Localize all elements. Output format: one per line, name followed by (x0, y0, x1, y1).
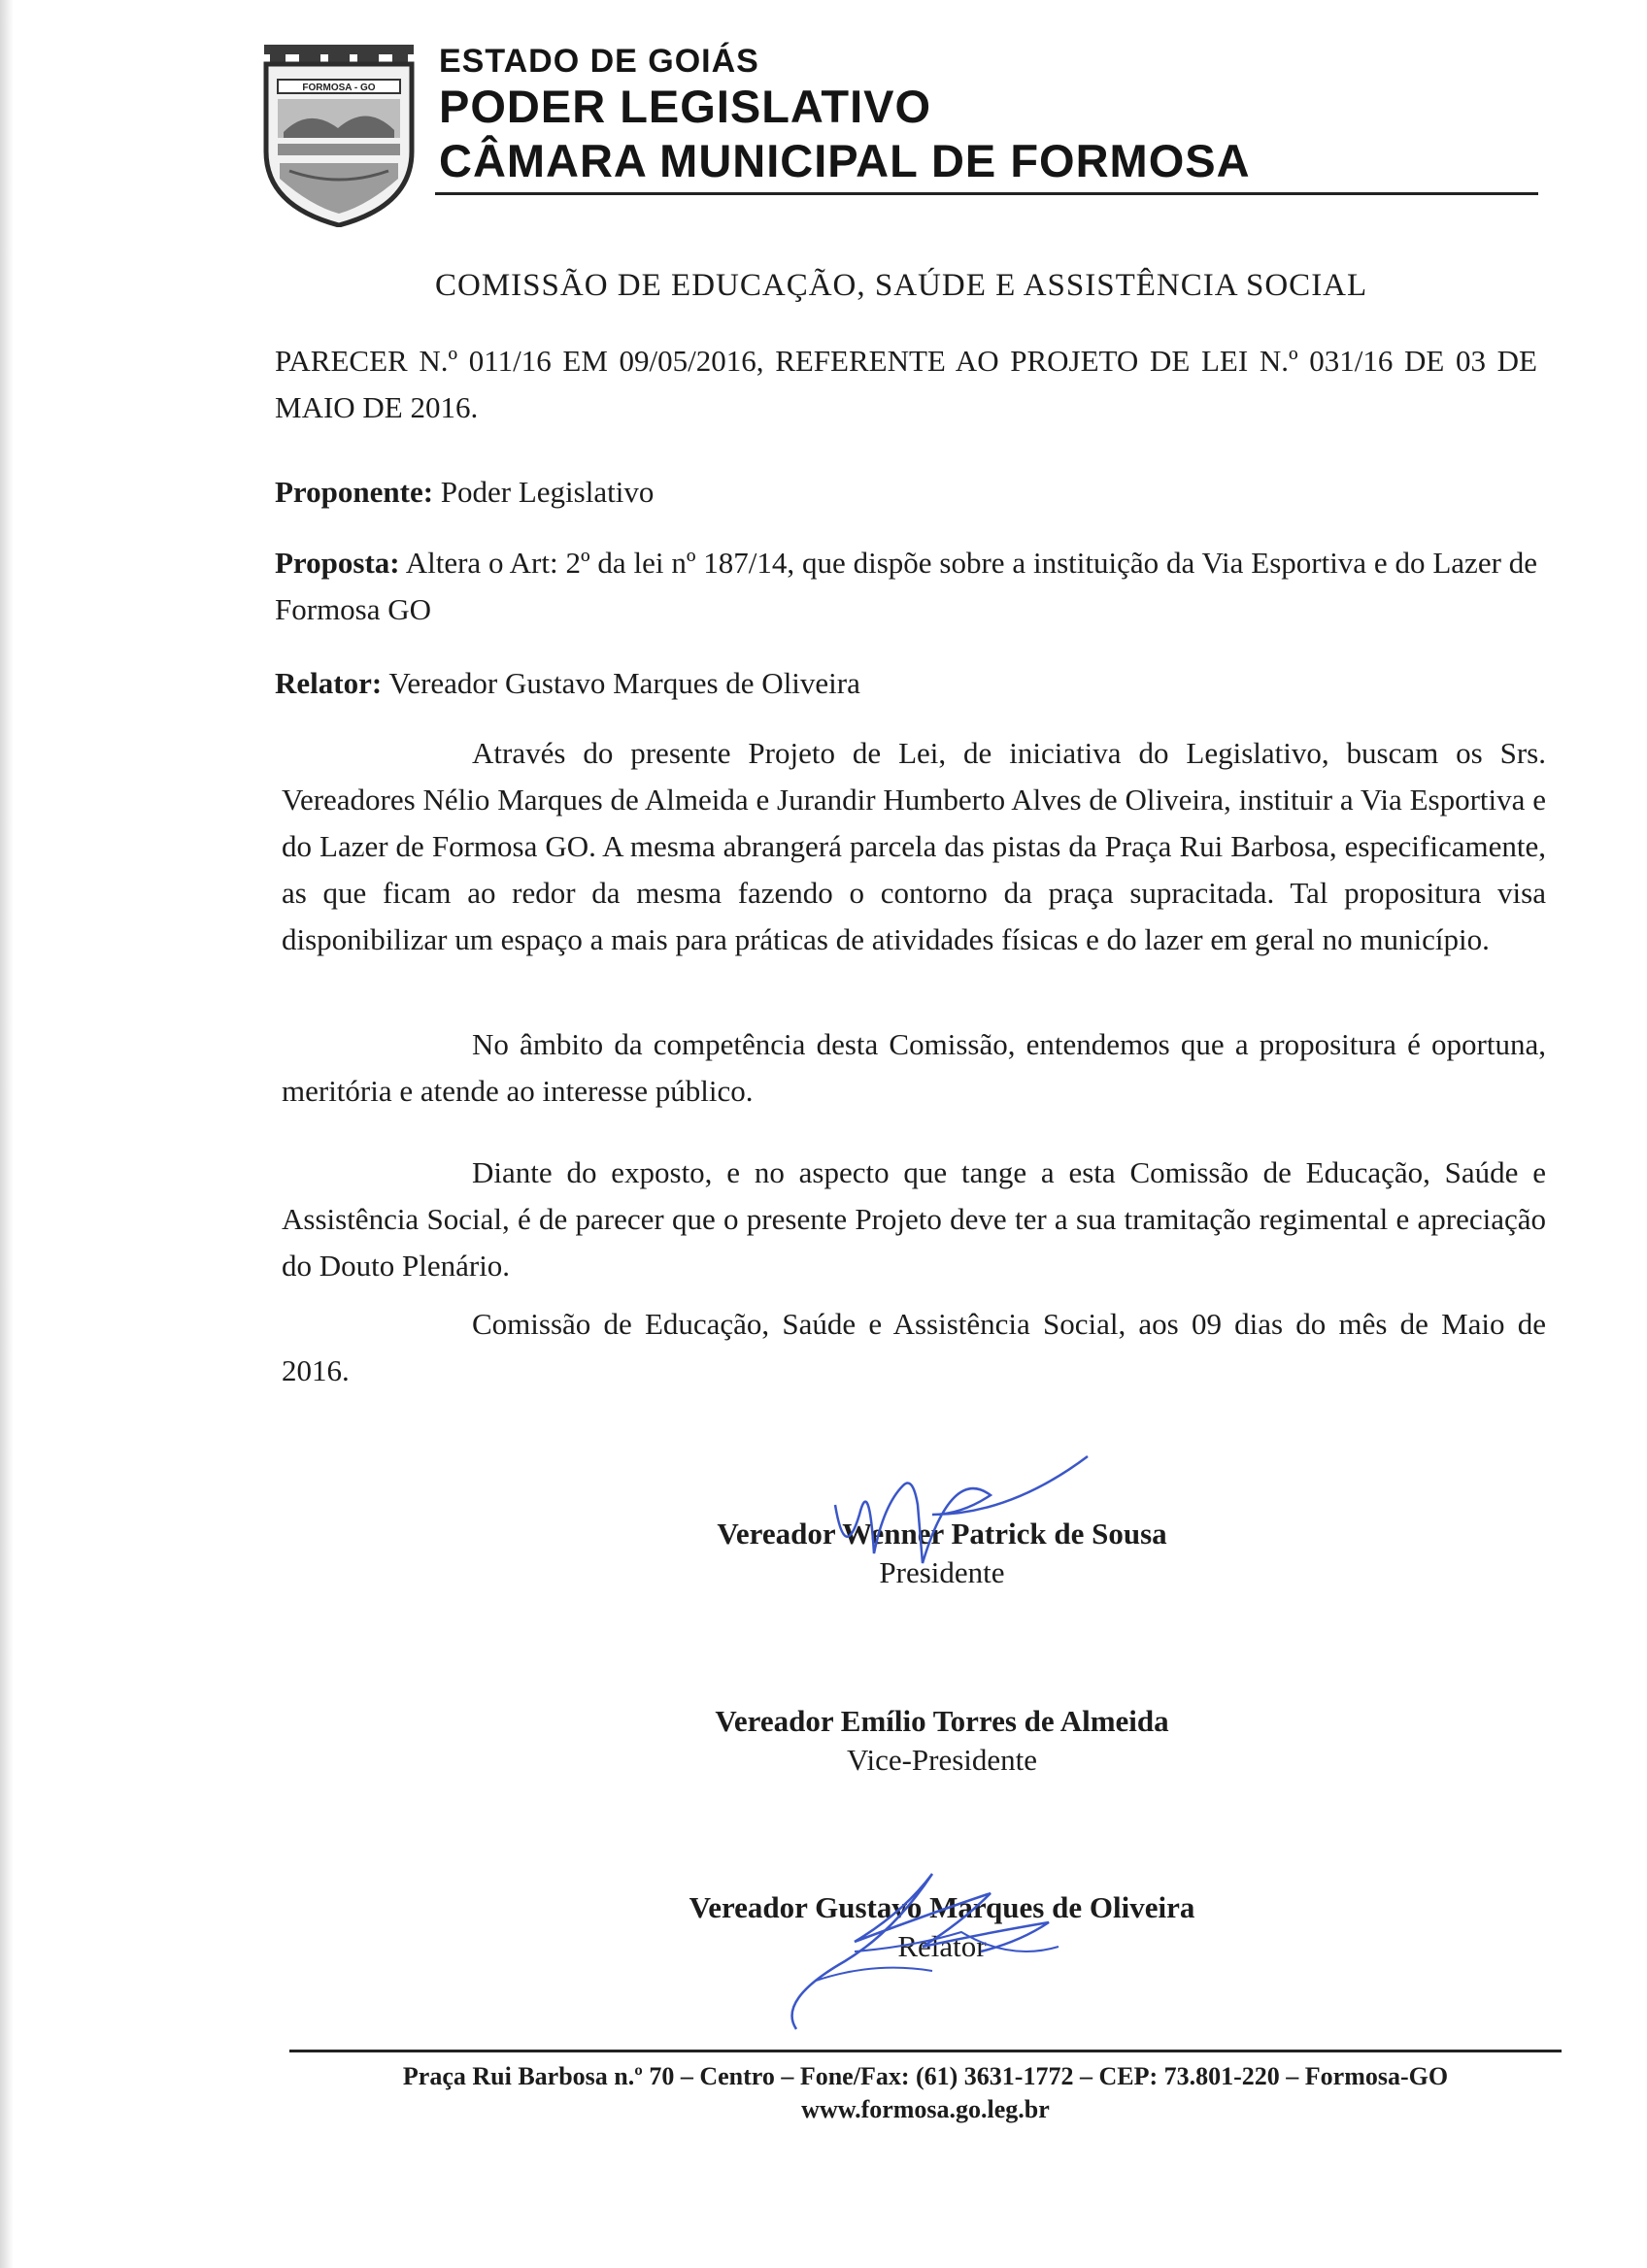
signature-name: Vereador Wenner Patrick de Sousa (717, 1517, 1167, 1551)
signature-name: Vereador Emílio Torres de Almeida (715, 1704, 1169, 1738)
proposta-label: Proposta: (275, 546, 400, 580)
header-state: ESTADO DE GOIÁS (439, 43, 759, 80)
signature-block-vice-president (622, 1702, 1262, 1780)
header-power: PODER LEGISLATIVO (439, 81, 932, 132)
proposta-line (275, 540, 1537, 633)
scan-edge-shadow (0, 0, 14, 2268)
proponente-value: Poder Legislativo (440, 475, 655, 509)
commission-title: COMISSÃO DE EDUCAÇÃO, SAÚDE E ASSISTÊNCIA SOCIAL (435, 268, 1368, 303)
paragraph-4: Comissão de Educação, Saúde e Assistência Social, aos 09 dias do mês de Maio de 2016. (282, 1307, 1546, 1387)
signature-role: Vice-Presidente (846, 1743, 1038, 1777)
footer-website: www.formosa.go.leg.br (801, 2095, 1050, 2123)
signature-name: Vereador Gustavo Marques de Oliveira (689, 1890, 1195, 1924)
paragraph-3: Diante do exposto, e no aspecto que tange a esta Comissão de Educação, Saúde e Assistência Social, é de parecer que o presente Projeto deve ter a sua tramitação regimental e apreciação do Douto Plenário. (282, 1155, 1546, 1283)
paragraph-2: No âmbito da competência desta Comissão, entendemos que a propositura é oportuna, meritória e atende ao interesse público. (282, 1027, 1546, 1108)
relator-value: Vereador Gustavo Marques de Oliveira (388, 666, 860, 700)
relator-line (275, 660, 1537, 707)
signature-role: Presidente (879, 1555, 1005, 1589)
relator-label: Relator: (275, 666, 383, 700)
municipal-crest-icon (260, 43, 418, 227)
proposta-value: Altera o Art: 2º da lei nº 187/14, que dispõe sobre a instituição da Via Esportiva e do Lazer de Formosa GO (275, 546, 1537, 626)
handwritten-signature-president (816, 1447, 1107, 1583)
header-divider (435, 192, 1538, 195)
paragraph-1: Através do presente Projeto de Lei, de iniciativa do Legislativo, buscam os Srs. Vereadores Nélio Marques de Almeida e Jurandir Humberto Alves de Oliveira, instituir a Via Esportiva e do Lazer de Formosa GO. A mesma abrangerá parcela das pistas da Praça Rui Barbosa, especificamente, as que ficam ao redor da mesma fazendo o contorno da praça supracitada. Tal propositura visa disponibilizar um espaço a mais para práticas de atividades físicas e do lazer em geral no município. (282, 736, 1546, 956)
proponente-label: Proponente: (275, 475, 434, 509)
parecer-reference: PARECER N.º 011/16 EM 09/05/2016, REFERENTE AO PROJETO DE LEI N.º 031/16 DE 03 DE MAIO DE 2016. (275, 344, 1537, 424)
footer-divider (289, 2050, 1562, 2052)
handwritten-signature-rapporteur (738, 1854, 1088, 2049)
proponente-line (275, 469, 1537, 516)
header-chamber: CÂMARA MUNICIPAL DE FORMOSA (439, 135, 1251, 186)
signature-role: Relator (897, 1929, 987, 1963)
crest-label: FORMOSA - GO (302, 83, 376, 93)
footer-address: Praça Rui Barbosa n.º 70 – Centro – Fone/Fax: (61) 3631-1772 – CEP: 73.801-220 – Formosa-GO (402, 2062, 1449, 2090)
